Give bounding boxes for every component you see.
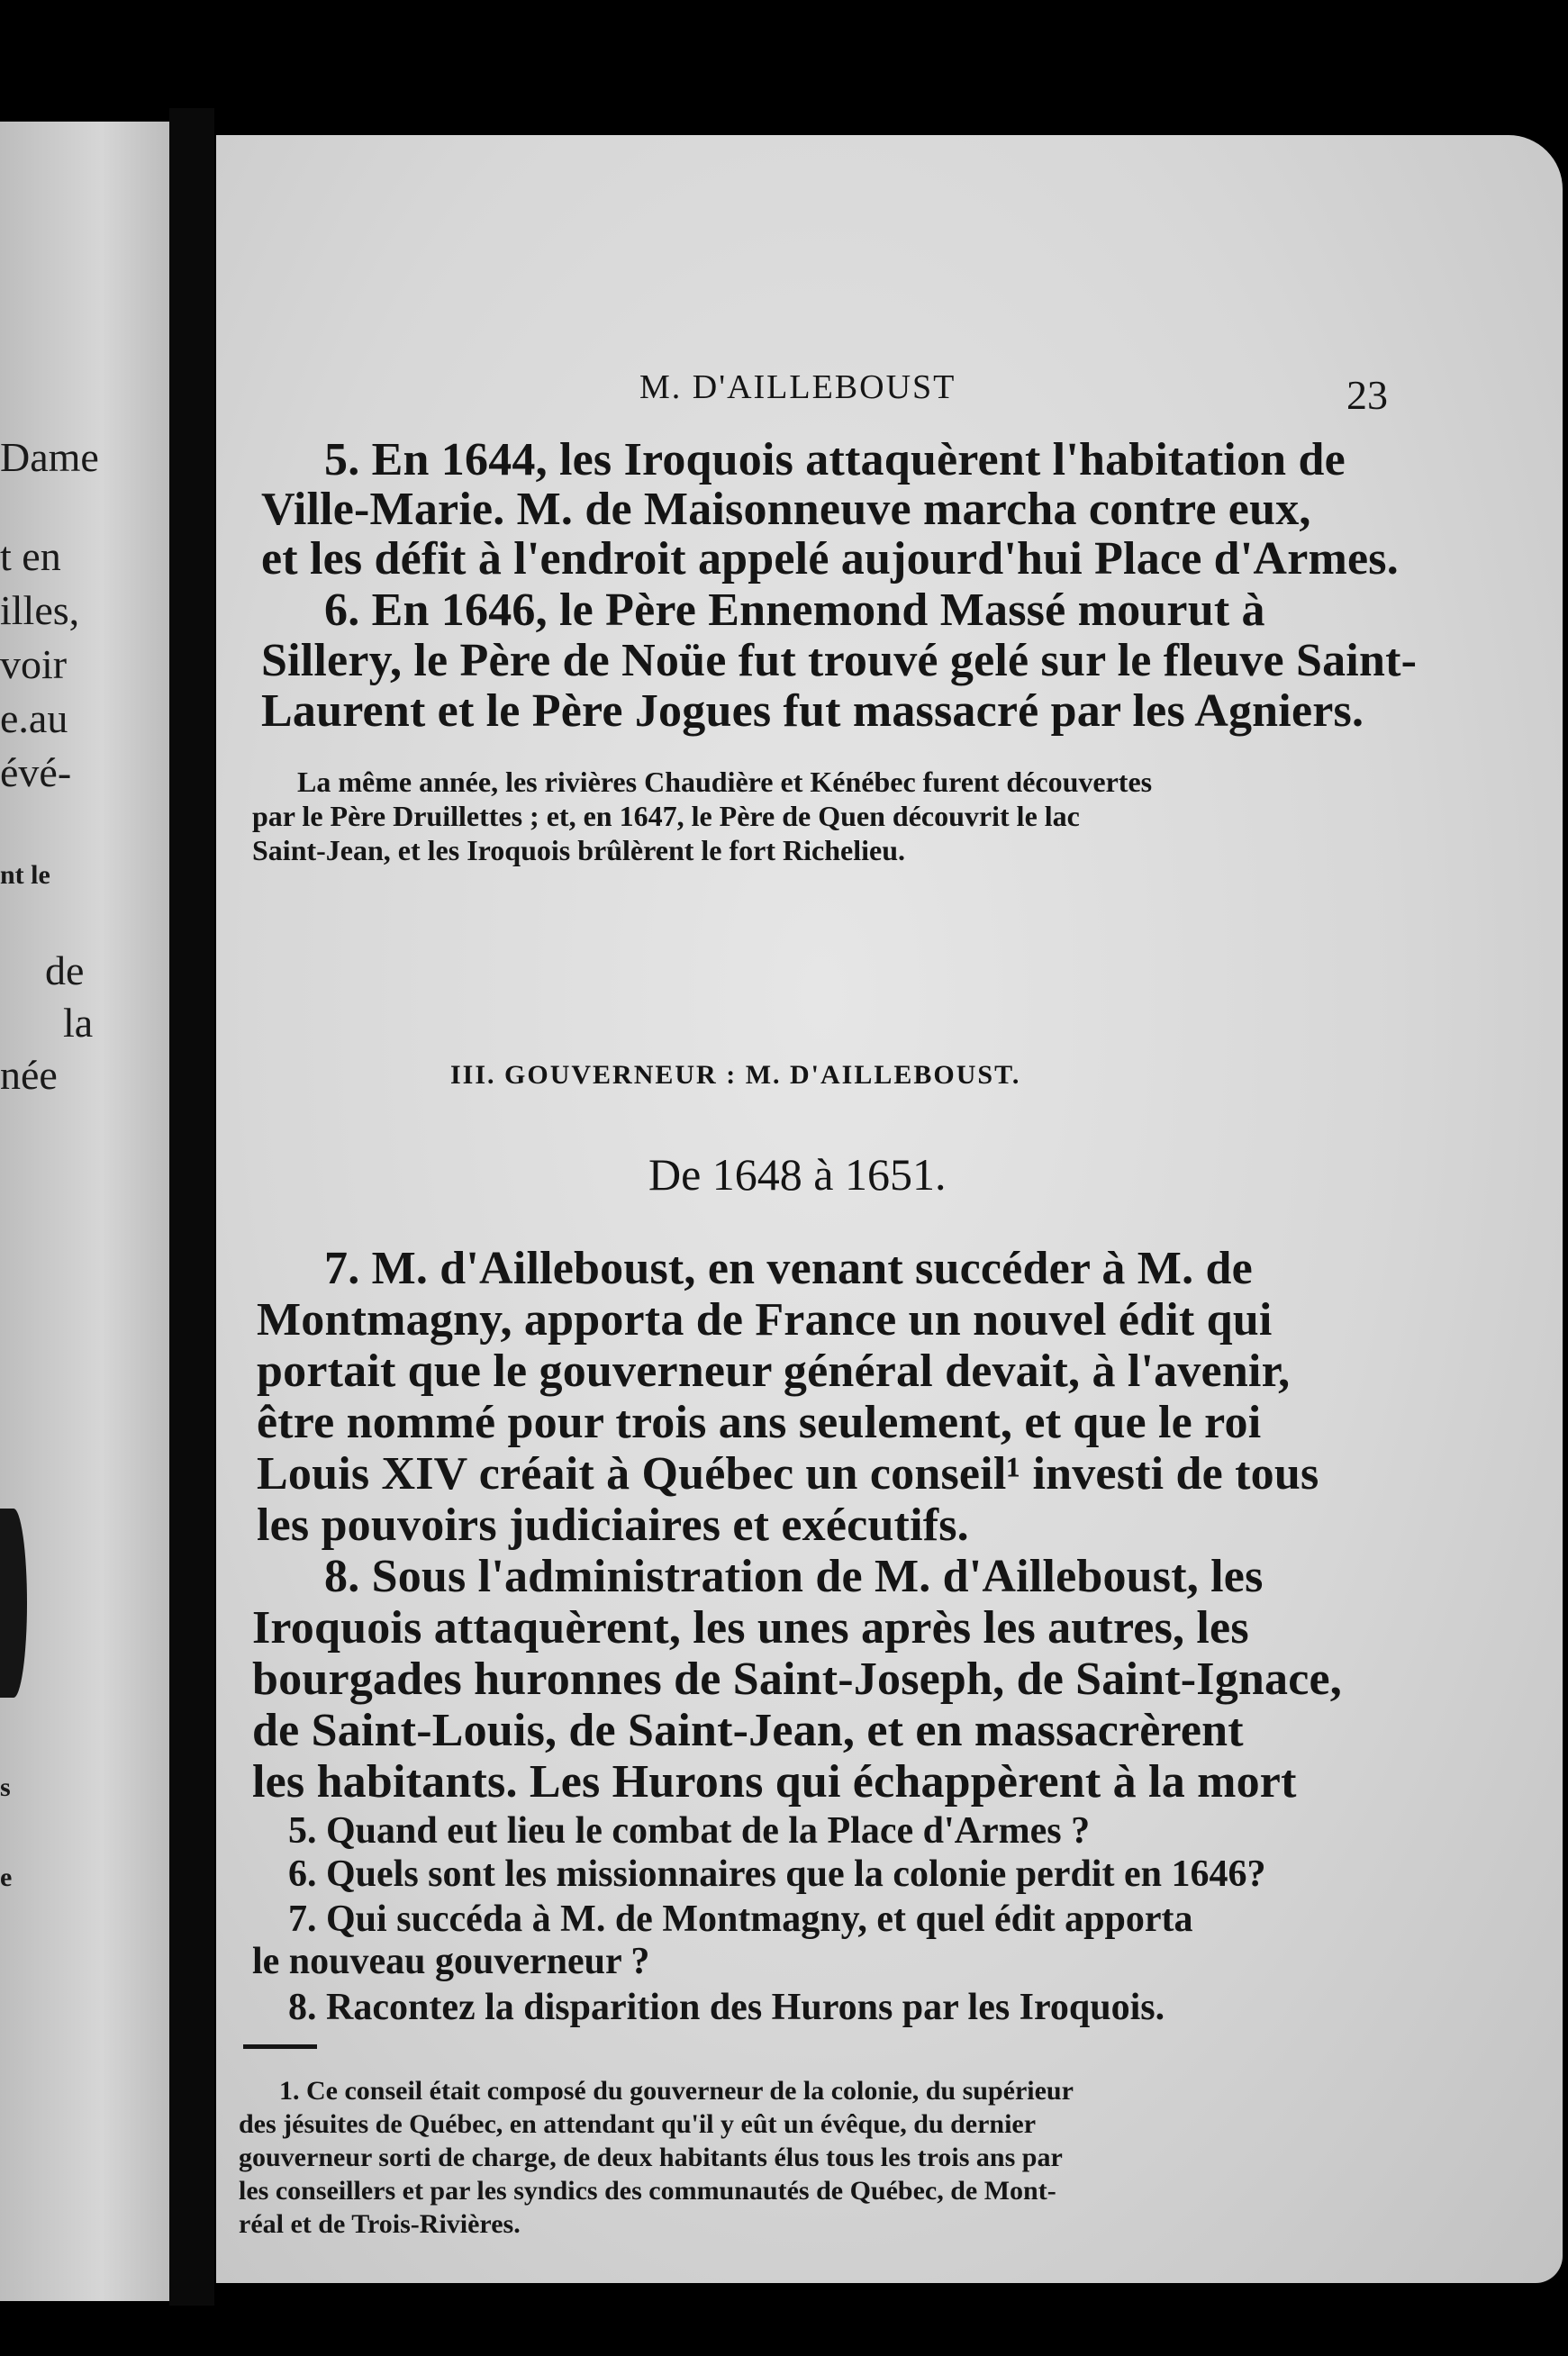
paragraph-line: 8. Sous l'administration de M. d'Ailleboust, les — [324, 1551, 1264, 1602]
left-page-text: e.au — [0, 695, 68, 741]
footnote-line: les conseillers et par les syndics des communautés de Québec, de Mont- — [239, 2176, 1056, 2206]
left-page-text: voir — [0, 641, 68, 687]
left-page-text: la — [63, 1000, 94, 1046]
paragraph-line: bourgades huronnes de Saint-Joseph, de Saint-Ignace, — [252, 1654, 1343, 1705]
left-page-text: de — [45, 947, 85, 993]
paragraph-line: être nommé pour trois ans seulement, et que le roi — [257, 1397, 1262, 1448]
paragraph-line: Laurent et le Père Jogues fut massacré par les Agniers. — [261, 685, 1364, 737]
note-line: par le Père Druillettes ; et, en 1647, le Père de Quen découvrit le lac — [252, 800, 1080, 832]
section-heading: III. GOUVERNEUR : M. D'AILLEBOUST. — [450, 1060, 1021, 1090]
left-page-text: Dame — [0, 434, 99, 480]
left-page-fragment — [0, 122, 169, 2301]
left-page-text: s — [0, 1772, 11, 1802]
footnote-line: des jésuites de Québec, en attendant qu'il y eût un évêque, du dernier — [239, 2109, 1037, 2139]
page-number: 23 — [1346, 372, 1388, 418]
paragraph-line: de Saint-Louis, de Saint-Jean, et en massacrèrent — [252, 1705, 1244, 1756]
footnote-line: réal et de Trois-Rivières. — [239, 2209, 521, 2239]
paragraph-line: les habitants. Les Hurons qui échappèrent à la mort — [252, 1756, 1297, 1808]
section-dates: De 1648 à 1651. — [648, 1149, 947, 1200]
footnote-line: gouverneur sorti de charge, de deux habitants élus tous les trois ans par — [239, 2143, 1063, 2172]
left-page-text: évé- — [0, 749, 72, 795]
paragraph-line: 7. M. d'Ailleboust, en venant succéder à M. de — [324, 1243, 1253, 1294]
paragraph-line: portait que le gouverneur général devait, à l'avenir, — [257, 1346, 1291, 1397]
footnote-line: 1. Ce conseil était composé du gouverneur de la colonie, du supérieur — [279, 2076, 1074, 2106]
left-page-text: illes, — [0, 587, 80, 633]
running-head: M. D'AILLEBOUST — [639, 368, 956, 406]
note-line: Saint-Jean, et les Iroquois brûlèrent le fort Richelieu. — [252, 834, 905, 866]
question-line: 6. Quels sont les missionnaires que la colonie perdit en 1646? — [288, 1853, 1266, 1895]
paragraph-line: 6. En 1646, le Père Ennemond Massé mourut à — [324, 584, 1265, 636]
left-page-text: née — [0, 1052, 58, 1098]
question-line: 5. Quand eut lieu le combat de la Place d'Armes ? — [288, 1810, 1091, 1852]
footnote-rule — [243, 2044, 317, 2049]
paragraph-line: les pouvoirs judiciaires et exécutifs. — [257, 1500, 969, 1551]
paragraph-line: Montmagny, apporta de France un nouvel édit qui — [257, 1294, 1273, 1346]
binding-gutter — [169, 108, 214, 2306]
paragraph-line: 5. En 1644, les Iroquois attaquèrent l'habitation de — [324, 434, 1346, 485]
left-page-text: nt le — [0, 860, 50, 890]
paragraph-line: et les défit à l'endroit appelé aujourd'hui Place d'Armes. — [261, 533, 1399, 584]
question-line: 8. Racontez la disparition des Hurons par les Iroquois. — [288, 1987, 1165, 2028]
question-line: 7. Qui succéda à M. de Montmagny, et quel édit apporta — [288, 1898, 1193, 1940]
paragraph-line: Ville-Marie. M. de Maisonneuve marcha contre eux, — [261, 484, 1311, 535]
paragraph-line: Sillery, le Père de Noüe fut trouvé gelé sur le fleuve Saint- — [261, 635, 1418, 686]
question-line: le nouveau gouverneur ? — [252, 1941, 650, 1982]
note-line: La même année, les rivières Chaudière et Kénébec furent découvertes — [297, 766, 1153, 798]
left-page-text: t en — [0, 533, 61, 579]
left-page-text: e — [0, 1862, 13, 1892]
paragraph-line: Iroquois attaquèrent, les unes après les autres, les — [252, 1602, 1249, 1654]
book-page — [216, 135, 1563, 2283]
ink-blot — [0, 1509, 27, 1698]
paragraph-line: Louis XIV créait à Québec un conseil¹ investi de tous — [257, 1448, 1319, 1500]
